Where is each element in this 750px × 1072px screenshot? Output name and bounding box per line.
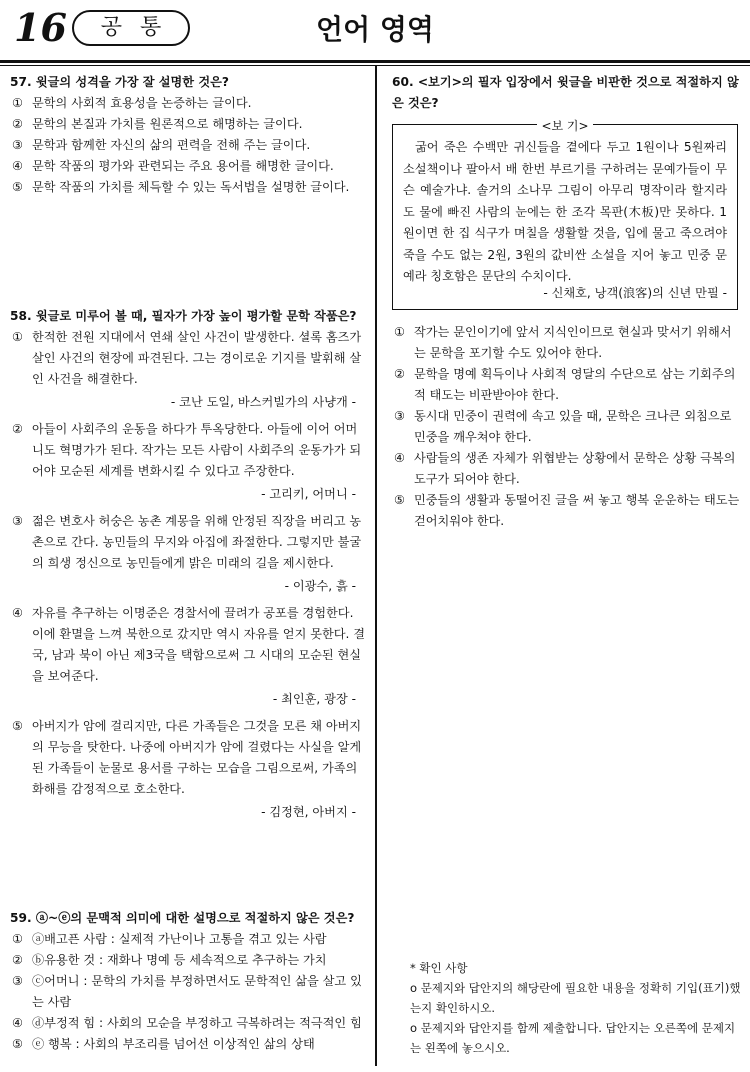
notice-item: o 문제지와 답안지의 해당란에 필요한 내용을 정확히 기입(표기)했는지 확인하시오.: [410, 981, 741, 1015]
column-divider: [375, 66, 377, 1066]
header-rule: [0, 60, 750, 63]
option: ② 문학의 본질과 가치를 원론적으로 해명하는 글이다.: [12, 117, 303, 131]
option-source: - 고리키, 어머니 -: [261, 487, 356, 501]
question-58: [10, 306, 366, 829]
option: ④ 문학 작품의 평가와 관련되는 주요 용어를 해명한 글이다.: [12, 159, 334, 173]
option: ② 문학을 명예 획득이나 사회적 영달의 수단으로 삼는 기회주의적 태도는 비판받아야 한다.: [394, 367, 736, 402]
question-57: [10, 72, 366, 198]
option: ③ ⓒ어머니 : 문학의 가치를 부정하면서도 문학적인 삶을 살고 있는 사람: [12, 974, 362, 1009]
option: ③ 문학과 함께한 자신의 삶의 편력을 전해 주는 글이다.: [12, 138, 311, 152]
example-box-text: 굶어 죽은 수백만 귀신들을 곁에다 두고 1원이나 5원짜리 소설책이나 팔아서 배 한번 부르기를 구하려는 문예가들이 무슨 예술가냐. 솔거의 소나무 그림이 아무리 명작이라 할지라도 물에 빠진 사람의 눈에는 한 조각 목판(木板)만 못하다. 1원이면 한 집 식구가 며칠을 생활할 것을, 입에 물고 죽으려야 죽을 수도 없는 2원, 3원의 값비싼 소설을 지어 놓고 민중 문예라 칭호함은 문단의 수치이다.: [403, 140, 727, 283]
option: ④ 사람들의 생존 자체가 위협받는 상황에서 문학은 상황 극복의 도구가 되어야 한다.: [394, 451, 736, 486]
option-source: - 코난 도일, 바스커빌가의 사냥개 -: [170, 395, 356, 409]
option: ⑤ ⓔ 행복 : 사회의 부조리를 넘어선 이상적인 삶의 상태: [12, 1037, 315, 1051]
option: ⑤ 아버지가 암에 걸리지만, 다른 가족들은 그것을 모른 채 아버지의 무능을 탓한다. 나중에 아버지가 암에 걸렸다는 사실을 알게 된 가족들이 눈물로 용서를 구하는 모습을 그림으로써, 가족의 화해를 감정적으로 호소한다.: [12, 719, 362, 796]
notice-title: * 확인 사항: [410, 961, 468, 975]
example-box-label: <보 기>: [537, 119, 592, 133]
option: ⑤ 문학 작품의 가치를 체득할 수 있는 독서법을 설명한 글이다.: [12, 180, 350, 194]
option: ② 아들이 사회주의 운동을 하다가 투옥당한다. 아들에 이어 어머니도 혁명가가 된다. 작가는 모든 사람이 사회주의 운동가가 되어야 모순된 세계를 변화시킬 수 있다고 주장한다.: [12, 422, 362, 478]
question-60-options: [392, 322, 742, 532]
option: ③ 젊은 변호사 허숭은 농촌 계몽을 위해 안정된 직장을 버리고 농촌으로 간다. 농민들의 무지와 아집에 좌절한다. 그렇지만 불굴의 희생 정신으로 농민들에게 밝은 미래의 길을 제시한다.: [12, 514, 362, 570]
question-stem: 60. <보기>의 필자 입장에서 윗글을 비판한 것으로 적절하지 않은 것은?: [392, 75, 739, 110]
option: ① 작가는 문인이기에 앞서 지식인이므로 현실과 맞서기 위해서는 문학을 포기할 수도 있어야 한다.: [394, 325, 732, 360]
option: ③ 동시대 민중이 권력에 속고 있을 때, 문학은 크나큰 외침으로 민중을 깨우쳐야 한다.: [394, 409, 732, 444]
option: ④ 자유를 추구하는 이명준은 경찰서에 끌려가 공포를 경험한다. 이에 환멸을 느껴 북한으로 갔지만 역시 자유를 얻지 못한다. 결국, 남과 북이 아닌 제3국을 택함으로써 그 시대의 모순된 현실을 보여준다.: [12, 606, 366, 683]
example-box: [392, 119, 738, 310]
option-source: - 이광수, 흙 -: [284, 579, 356, 593]
option-source: - 김정현, 아버지 -: [261, 805, 356, 819]
page-header: [0, 0, 750, 62]
option-source: - 최인훈, 광장 -: [272, 692, 356, 706]
notice-box: [398, 958, 744, 1058]
option: ② ⓑ유용한 것 : 재화나 명예 등 세속적으로 추구하는 가치: [12, 953, 327, 967]
notice-item: o 문제지와 답안지를 함께 제출합니다. 답안지는 오른쪽에 문제지는 왼쪽에 놓으시오.: [410, 1021, 736, 1055]
question-60: [392, 72, 742, 114]
page-title: 언어 영역: [316, 13, 434, 46]
question-59: [10, 908, 366, 1055]
page-number: 16: [14, 5, 67, 50]
common-badge: 공통: [72, 10, 190, 46]
question-stem: 57. 윗글의 성격을 가장 잘 설명한 것은?: [10, 75, 229, 89]
question-stem: 58. 윗글로 미루어 볼 때, 필자가 가장 높이 평가할 문학 작품은?: [10, 309, 357, 323]
option: ① 문학의 사회적 효용성을 논증하는 글이다.: [12, 96, 252, 110]
option: ① 한적한 전원 지대에서 연쇄 살인 사건이 발생한다. 셜록 홈즈가 살인 사건의 현장에 파견된다. 그는 경이로운 기지를 발휘해 살인 사건을 해결한다.: [12, 330, 362, 386]
question-stem: 59. ⓐ~ⓔ의 문맥적 의미에 대한 설명으로 적절하지 않은 것은?: [10, 911, 355, 925]
option: ④ ⓓ부정적 힘 : 사회의 모순을 부정하고 극복하려는 적극적인 힘: [12, 1016, 362, 1030]
option: ① ⓐ배고픈 사람 : 실제적 가난이나 고통을 겪고 있는 사람: [12, 932, 327, 946]
option: ⑤ 민중들의 생활과 동떨어진 글을 써 놓고 행복 운운하는 태도는 걷어치워야 한다.: [394, 493, 740, 528]
example-box-source: - 신채호, 낭객(浪客)의 신년 만필 -: [543, 286, 727, 300]
